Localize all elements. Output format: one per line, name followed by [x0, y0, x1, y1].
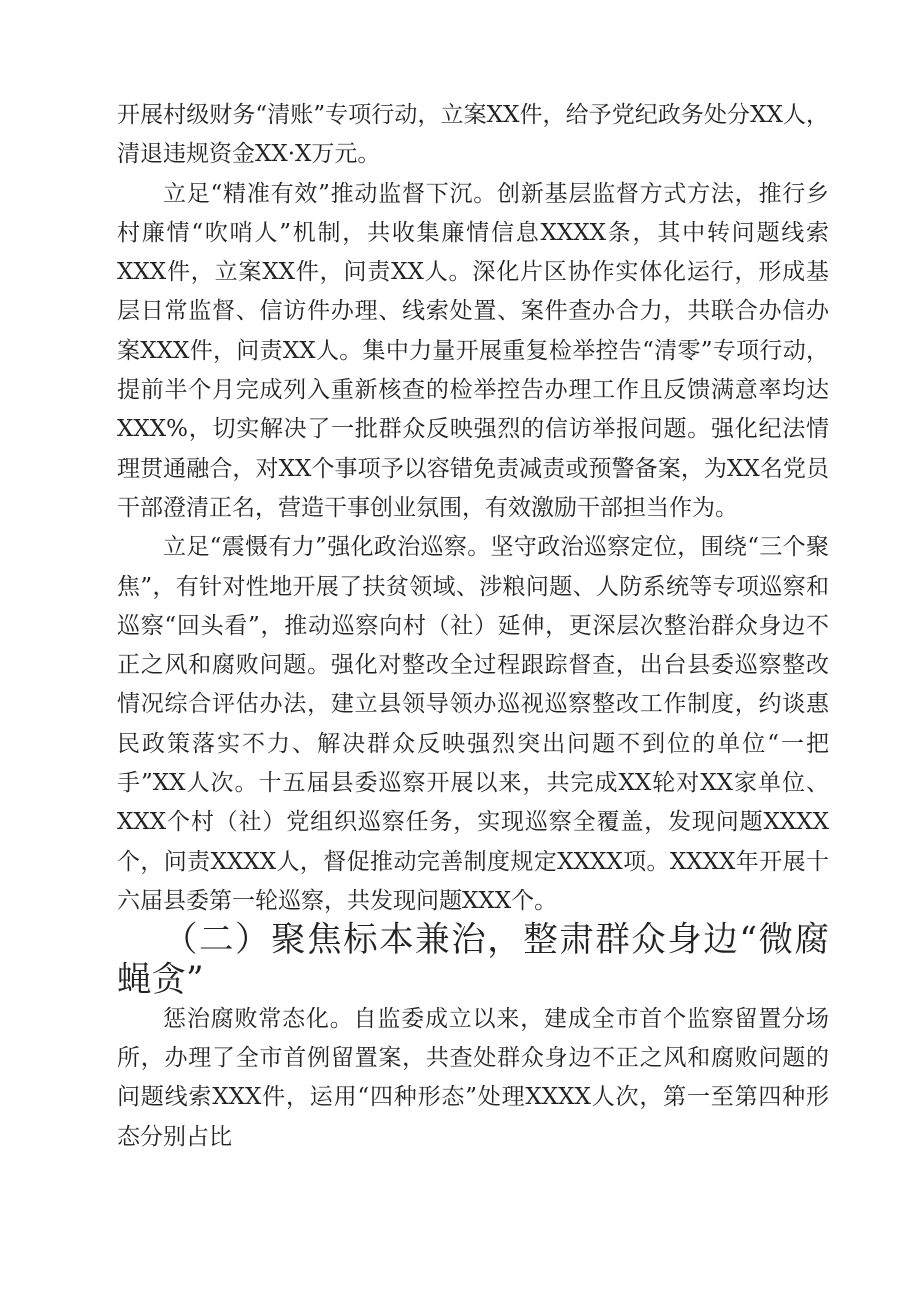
document-body — [117, 96, 829, 1157]
paragraph-precise-supervision: 立足“精准有效”推动监督下沉。创新基层监督方式方法，推行乡村廉情“吹哨人”机制，共收集廉情信息XXXX条，其中转问题线索XXX件，立案XX件，问责XX人。深化片区协作实体化运行，形成基层日常监督、信访件办理、线索处置、案件查办合力，共联合办信办案XXX件，问责XX人。集中力量开展重复检举控告“清零”专项行动，提前半个月完成列入重新核查的检举控告办理工作且反馈满意率均达XXX%，切实解决了一批群众反映强烈的信访举报问题。强化纪法情理贯通融合，对XX个事项予以容错免责减责或预警备案，为XX名党员干部澄清正名，营造干事创业氛围，有效激励干部担当作为。 — [117, 180, 829, 521]
section-heading: （二）聚焦标本兼治，整肃群众身边“微腐蝇贪” — [117, 920, 829, 1000]
paragraph-anti-corruption: 惩治腐败常态化。自监委成立以来，建成全市首个监察留置分场所，办理了全市首例留置案，共查处群众身边不正之风和腐败问题的问题线索XXX件，运用“四种形态”处理XXXX人次，第一至第四种形态分别占比 — [117, 1005, 829, 1150]
paragraph-continuation: 开展村级财务“清账”专项行动，立案XX件，给予党纪政务处分XX人，清退违规资金XX·X万元。 — [117, 102, 829, 168]
paragraph-political-inspection: 立足“震慑有力”强化政治巡察。坚守政治巡察定位，围绕“三个聚焦”，有针对性地开展了扶贫领域、涉粮问题、人防系统等专项巡察和巡察“回头看”，推动巡察向村（社）延伸，更深层次整治群众身边不正之风和腐败问题。强化对整改全过程跟踪督查，出台县委巡察整改情况综合评估办法，建立县领导领办巡视巡察整改工作制度，约谈惠民政策落实不力、解决群众反映强烈突出问题不到位的单位“一把手”XX人次。十五届县委巡察开展以来，共完成XX轮对XX家单位、XXX个村（社）党组织巡察任务，实现巡察全覆盖，发现问题XXXX个，问责XXXX人，督促推动完善制度规定XXXX项。XXXX年开展十六届县委第一轮巡察，共发现问题XXX个。 — [117, 534, 829, 914]
